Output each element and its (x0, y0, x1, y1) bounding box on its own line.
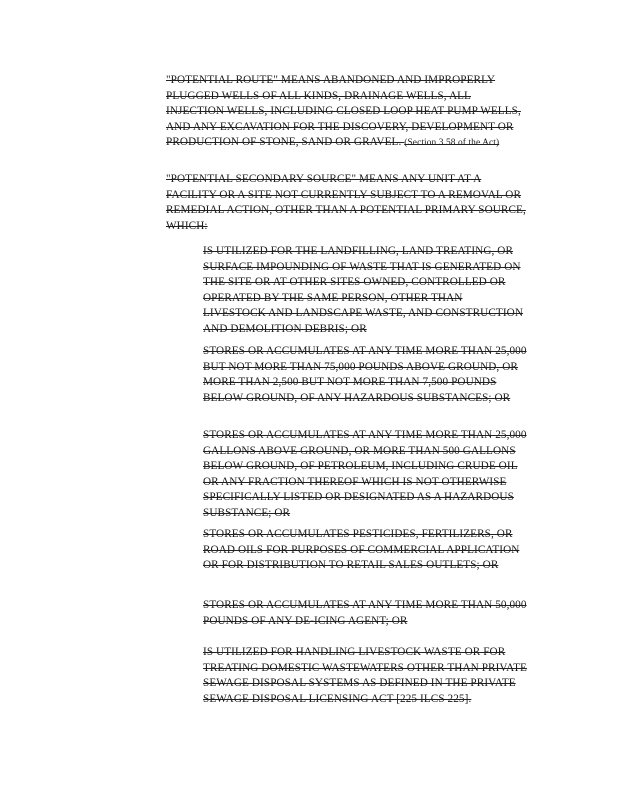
citation: (Section 3.58 of the Act) (404, 138, 500, 149)
list-item: STORES OR ACCUMULATES PESTICIDES, FERTILIZERS, OR ROAD OILS FOR PURPOSES OF COMMERCIAL APPLICATION OR FOR DISTRIBUTION TO RETAIL SALES OUTLETS; OR (203, 528, 520, 572)
list-item: STORES OR ACCUMULATES AT ANY TIME MORE THAN 25,000 GALLONS ABOVE GROUND, OR MORE THAN 500 GALLONS BELOW GROUND, OF PETROLEUM, INCLUDING CRUDE OIL OR ANY FRACTION THEREOF WHICH IS NOT OTHERWISE SPECIFICALLY LISTED OR DESIGNATED AS A HAZARDOUS SUBSTANCE; OR (203, 429, 527, 519)
definition-text: "POTENTIAL SECONDARY SOURCE" MEANS ANY UNIT AT A FACILITY OR A SITE NOT CURRENTLY SUBJECT TO A REMOVAL OR REMEDIAL ACTION, OTHER THAN A POTENTIAL PRIMARY SOURCE, WHICH: (166, 173, 526, 232)
list-item: IS UTILIZED FOR HANDLING LIVESTOCK WASTE OR FOR TREATING DOMESTIC WASTEWATERS OTHER THAN PRIVATE SEWAGE DISPOSAL SYSTEMS AS DEFINED IN THE PRIVATE SEWAGE DISPOSAL LICENSING ACT [225 ILCS 225]. (203, 646, 527, 705)
list-item: IS UTILIZED FOR THE LANDFILLING, LAND TREATING, OR SURFACE IMPOUNDING OF WASTE THAT IS GENERATED ON THE SITE OR AT OTHER SITES OWNED, CONTROLLED OR OPERATED BY THE SAME PERSON, OTHER THAN LIVESTOCK AND LANDSCAPE WASTE, AND CONSTRUCTION AND DEMOLITION DEBRIS; OR (203, 245, 524, 335)
list-item: STORES OR ACCUMULATES AT ANY TIME MORE THAN 50,000 POUNDS OF ANY DE-ICING AGENT; OR (203, 599, 527, 627)
list-item: STORES OR ACCUMULATES AT ANY TIME MORE THAN 25,000 BUT NOT MORE THAN 75,000 POUNDS ABOVE GROUND, OR MORE THAN 2,500 BUT NOT MORE THAN 7,500 POUNDS BELOW GROUND, OF ANY HAZARDOUS SUBSTANCES; OR (203, 345, 527, 404)
definition-text: "POTENTIAL ROUTE" MEANS ABANDONED AND IMPROPERLY PLUGGED WELLS OF ALL KINDS, DRAINAGE WELLS, ALL INJECTION WELLS, INCLUDING CLOSED LOOP HEAT PUMP WELLS, AND ANY EXCAVATION FOR THE DISCOVERY, DEVELOPMENT OR PRODUCTION OF STONE, SAND OR GRAVEL. (166, 74, 521, 149)
definition-potential-route (166, 73, 526, 152)
definition-potential-secondary-source (166, 172, 526, 234)
